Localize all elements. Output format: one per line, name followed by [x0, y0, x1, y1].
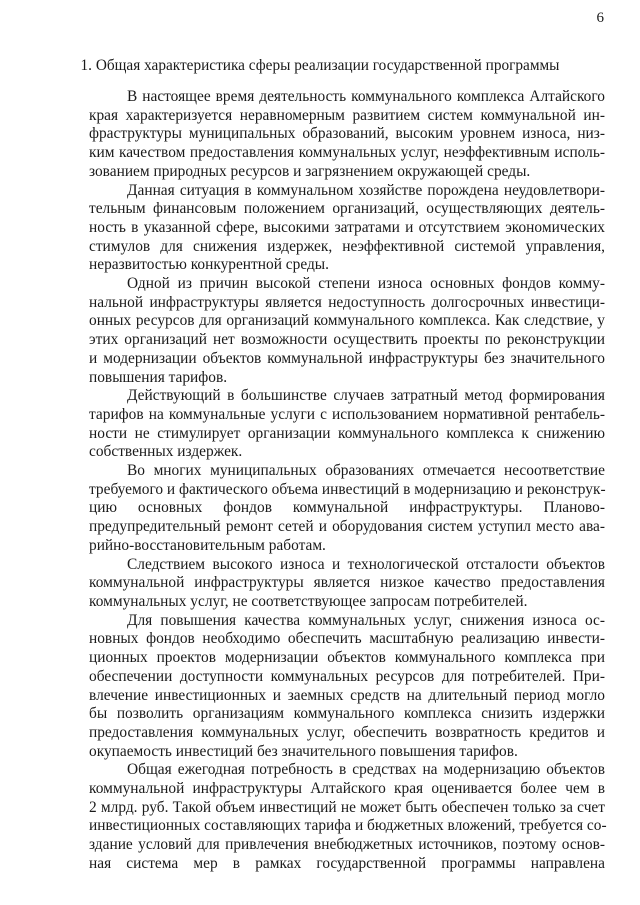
paragraph-line: Действующий в большинстве случаев затратный метод формирования	[127, 387, 605, 405]
paragraph-line: стимулов для снижения издержек, неэффективной системой управления,	[89, 237, 605, 255]
paragraph-line: требуемого и фактического объема инвестиций в модернизацию и реконструк-	[89, 480, 606, 498]
paragraph-line: ким качеством предоставления коммунальных услуг, неэффективным исполь-	[89, 144, 605, 162]
paragraph-line: инвестиционных составляющих тарифа и бюджетных вложений, требуется со-	[89, 817, 607, 835]
paragraph-line: коммунальной инфраструктуры является низкое качество предоставления	[89, 574, 605, 592]
paragraph-line: коммунальных услуг, не соответствующее запросам потребителей.	[89, 592, 528, 610]
paragraph-line: влечение инвестиционных и заемных средств на длительный период могло	[89, 686, 605, 704]
paragraph-line: края характеризуется неравномерным развитием систем коммунальной ин-	[89, 106, 605, 124]
section-heading: 1. Общая характеристика сферы реализации государственной программы	[80, 57, 560, 74]
paragraph-line: бы позволить организациям коммунального комплекса снизить издержки	[89, 705, 605, 723]
paragraph-line: фраструктуры муниципальных образований, высоким уровнем износа, низ-	[89, 125, 605, 143]
paragraph-line: Для повышения качества коммунальных услуг, снижения износа ос-	[127, 611, 605, 629]
paragraph-line: зованием природных ресурсов и загрязнением окружающей среды.	[89, 162, 531, 180]
paragraph-line: ционных проектов модернизации объектов коммунального комплекса при	[89, 649, 605, 667]
paragraph-line: Данная ситуация в коммунальном хозяйстве порождена неудовлетвори-	[127, 181, 605, 199]
paragraph-line: Одной из причин высокой степени износа основных фондов комму-	[127, 275, 605, 293]
paragraph-line: Во многих муниципальных образованиях отмечается несоответствие	[127, 462, 605, 480]
paragraph-line: тарифов на коммунальные услуги с использованием нормативной рентабель-	[89, 405, 605, 423]
paragraph-line: собственных издержек.	[89, 443, 243, 461]
paragraph-line: ность в указанной сфере, высокими затратами и отсутствием экономических	[89, 218, 605, 236]
paragraph	[89, 761, 605, 873]
paragraph-line: Следствием высокого износа и технологической отсталости объектов	[127, 555, 605, 573]
page-number: 6	[596, 10, 604, 26]
paragraph-line: коммунальной инфраструктуры Алтайского края оценивается более чем в	[89, 780, 605, 798]
paragraph-line: цию основных фондов коммунальной инфраструктуры. Планово-	[89, 499, 605, 517]
paragraph-line: рийно-восстановительным работам.	[89, 536, 326, 554]
paragraph-line: неразвитостью конкурентной среды.	[89, 256, 329, 274]
paragraph-line: новных фондов необходимо обеспечить масштабную реализацию инвести-	[89, 630, 605, 648]
paragraph-line: здание условий для привлечения внебюджетных источников, поэтому основ-	[89, 836, 605, 854]
paragraph	[89, 88, 605, 182]
paragraph-line: предоставления коммунальных услуг, обеспечить возвратность кредитов и	[89, 723, 605, 741]
paragraph	[89, 462, 605, 556]
paragraph	[89, 612, 605, 762]
paragraph-line: ности не стимулирует организации коммунального комплекса к снижению	[89, 424, 605, 442]
paragraph-line: В настоящее время деятельность коммунального комплекса Алтайского	[127, 88, 605, 105]
paragraph-line: онных ресурсов для организаций коммунального комплекса. Как следствие, у	[89, 312, 605, 330]
paragraph	[89, 275, 605, 387]
paragraph-line: этих организаций нет возможности осуществить проекты по реконструкции	[89, 331, 605, 349]
paragraph-line: и модернизации объектов коммунальной инфраструктуры без значительного	[89, 349, 605, 367]
paragraph-line: нальной инфраструктуры является недоступность долгосрочных инвестици-	[89, 293, 605, 311]
paragraph	[89, 556, 605, 612]
paragraph-line: ная система мер в рамках государственной программы направлена	[89, 854, 605, 872]
document-body	[89, 88, 605, 874]
paragraph-line: тельным финансовым положением организаций, осуществляющих деятель-	[89, 200, 605, 218]
paragraph-line: обеспечении доступности коммунальных ресурсов для потребителей. При-	[89, 667, 605, 685]
paragraph	[89, 387, 605, 462]
paragraph-line: окупаемость инвестиций без значительного повышения тарифов.	[89, 742, 518, 760]
paragraph-line: предупредительный ремонт сетей и оборудования систем уступил место ава-	[89, 518, 605, 536]
paragraph-line: повышения тарифов.	[89, 368, 228, 386]
paragraph-line: Общая ежегодная потребность в средствах на модернизацию объектов	[127, 761, 605, 779]
paragraph	[89, 182, 605, 276]
paragraph-line: 2 млрд. руб. Такой объем инвестиций не может быть обеспечен только за счет	[89, 798, 605, 816]
